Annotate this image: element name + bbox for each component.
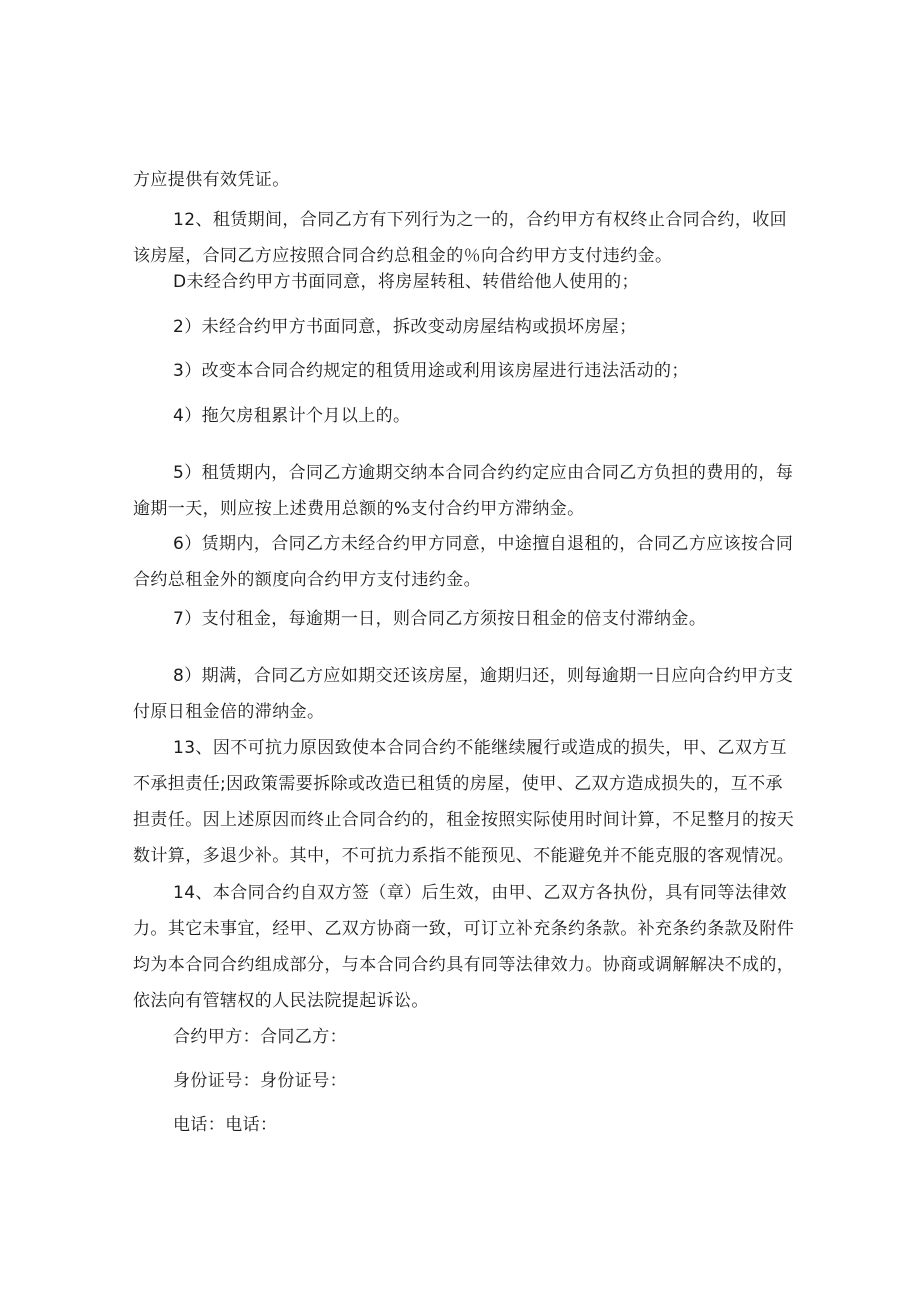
signature-phones: 电话：电话： [173, 1115, 278, 1135]
clause-12-item-5: 5）租赁期内，合同乙方逾期交纳本合同合约约定应由合同乙方负担的费用的，每逾期一天，则应按上述费用总额的%支付合约甲方滞纳金。 [133, 463, 794, 519]
clause-12: 12、租赁期间，合同乙方有下列行为之一的，合约甲方有权终止合同合约，收回该房屋，合同乙方应按照合同合约总租金的％向合约甲方支付违约金。 [133, 210, 788, 266]
clause-12-item-1: D未经合约甲方书面同意，将房屋转租、转借给他人使用的； [173, 272, 639, 292]
paragraph-continuation: 方应提供有效凭证。 [133, 170, 290, 190]
clause-12-item-2: 2）未经合约甲方书面同意，拆改变动房屋结构或损坏房屋； [173, 317, 637, 337]
signature-id-numbers: 身份证号：身份证号： [173, 1071, 347, 1091]
signature-parties: 合约甲方：合同乙方： [173, 1027, 347, 1047]
clause-14: 14、本合同合约自双方签（章）后生效，由甲、乙双方各执份，具有同等法律效力。其它未事宜，经甲、乙双方协商一致，可订立补充条约条款。补充条约条款及附件均为本合同合约组成部分，与本合同合约具有同等法律效力。协商或调解解决不成的，依法向有管辖权的人民法院提起诉讼。 [133, 883, 795, 1011]
clause-12-item-8: 8）期满，合同乙方应如期交还该房屋，逾期归还，则每逾期一日应向合约甲方支付原日租金倍的滞纳金。 [133, 666, 794, 722]
clause-12-item-6: 6）赁期内，合同乙方未经合约甲方同意，中途擅自退租的，合同乙方应该按合同合约总租金外的额度向合约甲方支付违约金。 [133, 534, 794, 590]
clause-12-item-4: 4）拖欠房租累计个月以上的。 [173, 406, 411, 426]
clause-12-item-7: 7）支付租金，每逾期一日，则合同乙方须按日租金的倍支付滞纳金。 [173, 609, 707, 629]
clause-12-item-3: 3）改变本合同合约规定的租赁用途或利用该房屋进行违法活动的； [173, 361, 689, 381]
clause-13: 13、因不可抗力原因致使本合同合约不能继续履行或造成的损失，甲、乙双方互不承担责任;因政策需要拆除或改造已租赁的房屋，使甲、乙双方造成损失的，互不承担责任。因上述原因而终止合同合约的，租金按照实际使用时间计算，不足整月的按天数计算，多退少补。其中，不可抗力系指不能预见、不能避免并不能克服的客观情况。 [133, 738, 795, 866]
